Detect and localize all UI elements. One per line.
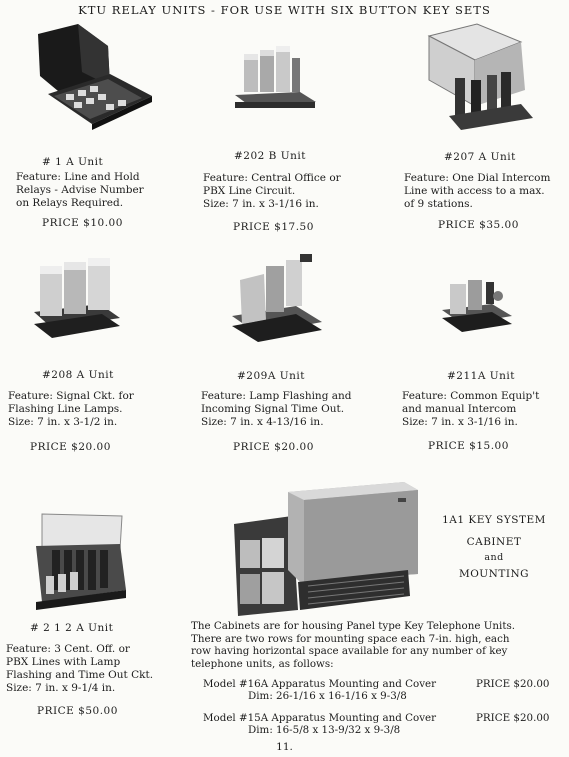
feature-line: Feature: Common Equip't xyxy=(402,390,540,402)
unit-1a-label: # 1 A Unit xyxy=(42,156,104,168)
cabinet-heading xyxy=(425,514,563,580)
page-number: 11. xyxy=(276,741,293,753)
feature-line: Flashing and Time Out Ckt. xyxy=(6,669,154,681)
unit-209a-label: #209A Unit xyxy=(237,370,305,382)
unit-207a-feature xyxy=(404,172,550,211)
feature-line: Feature: Line and Hold xyxy=(16,171,140,183)
description-line: There are two rows for mounting space each 7-in. high, each xyxy=(191,632,510,645)
feature-line: Feature: 3 Cent. Off. or xyxy=(6,643,130,655)
feature-line: Incoming Signal Time Out. xyxy=(201,403,345,415)
cabinet-heading-line: CABINET xyxy=(466,536,522,548)
feature-line: PBX Lines with Lamp xyxy=(6,656,121,668)
unit-212a-photo xyxy=(30,510,130,620)
unit-212a-label: # 2 1 2 A Unit xyxy=(30,622,114,634)
unit-209a-photo xyxy=(230,250,325,350)
description-line: row having horizontal space available for any number of key xyxy=(191,645,508,658)
model-15a-price: PRICE $20.00 xyxy=(476,712,550,724)
unit-202b-photo xyxy=(230,40,320,115)
feature-line: Feature: Lamp Flashing and xyxy=(201,390,352,402)
feature-line: on Relays Required. xyxy=(16,197,124,209)
model-15a-name: Model #15A Apparatus Mounting and Cover xyxy=(203,712,437,724)
unit-212a-price: PRICE $50.00 xyxy=(37,705,118,717)
unit-1a-price: PRICE $10.00 xyxy=(42,217,123,229)
unit-211a-feature xyxy=(402,390,539,429)
description-line: The Cabinets are for housing Panel type Key Telephone Units. xyxy=(191,620,516,632)
description-line: telephone units, as follows: xyxy=(191,657,334,670)
unit-208a-price: PRICE $20.00 xyxy=(30,441,111,453)
model-16a-dim: Dim: 26-1/16 x 16-1/16 x 9-3/8 xyxy=(248,690,407,702)
feature-line: Size: 7 in. x 3-1/16 in. xyxy=(402,416,518,428)
unit-211a-price: PRICE $15.00 xyxy=(428,440,509,452)
page-title: KTU RELAY UNITS - FOR USE WITH SIX BUTTON KEY SETS xyxy=(78,3,491,17)
cabinet-photo xyxy=(228,478,420,620)
feature-line: of 9 stations. xyxy=(404,198,473,210)
unit-207a-photo xyxy=(425,20,540,145)
cabinet-heading-line: and xyxy=(484,552,504,563)
feature-line: and manual Intercom xyxy=(402,403,517,415)
cabinet-heading-line: MOUNTING xyxy=(458,568,530,580)
feature-line: Line with access to a max. xyxy=(404,185,545,197)
unit-208a-photo xyxy=(30,252,125,352)
feature-line: Flashing Line Lamps. xyxy=(8,403,123,415)
unit-1a-photo xyxy=(30,16,160,141)
unit-207a-price: PRICE $35.00 xyxy=(438,219,519,231)
unit-211a-label: #211A Unit xyxy=(447,370,515,382)
feature-line: Feature: One Dial Intercom xyxy=(404,172,551,184)
feature-line: Size: 7 in. x 3-1/2 in. xyxy=(8,416,118,428)
feature-line: Size: 7 in. x 9-1/4 in. xyxy=(6,682,116,694)
model-16a-name: Model #16A Apparatus Mounting and Cover xyxy=(203,678,437,690)
unit-207a-label: #207 A Unit xyxy=(444,151,516,163)
feature-line: Relays - Advise Number xyxy=(16,184,144,196)
unit-208a-label: #208 A Unit xyxy=(42,369,114,381)
feature-line: Size: 7 in. x 4-13/16 in. xyxy=(201,416,324,428)
unit-209a-feature xyxy=(201,390,352,429)
feature-line: Feature: Central Office or xyxy=(203,172,341,184)
unit-209a-price: PRICE $20.00 xyxy=(233,441,314,453)
feature-line: Size: 7 in. x 3-1/16 in. xyxy=(203,198,319,210)
unit-1a-feature xyxy=(16,171,144,210)
cabinet-description xyxy=(191,620,563,670)
model-16a-price: PRICE $20.00 xyxy=(476,678,550,690)
unit-202b-feature xyxy=(203,172,341,211)
unit-208a-feature xyxy=(8,390,134,429)
unit-212a-feature xyxy=(6,643,153,695)
unit-202b-price: PRICE $17.50 xyxy=(233,221,314,233)
unit-202b-label: #202 B Unit xyxy=(234,150,306,162)
model-15a-dim: Dim: 16-5/8 x 13-9/32 x 9-3/8 xyxy=(248,724,401,736)
unit-211a-photo xyxy=(440,270,515,345)
feature-line: Feature: Signal Ckt. for xyxy=(8,390,134,402)
feature-line: PBX Line Circuit. xyxy=(203,185,296,197)
cabinet-heading-line: 1A1 KEY SYSTEM xyxy=(442,514,546,526)
